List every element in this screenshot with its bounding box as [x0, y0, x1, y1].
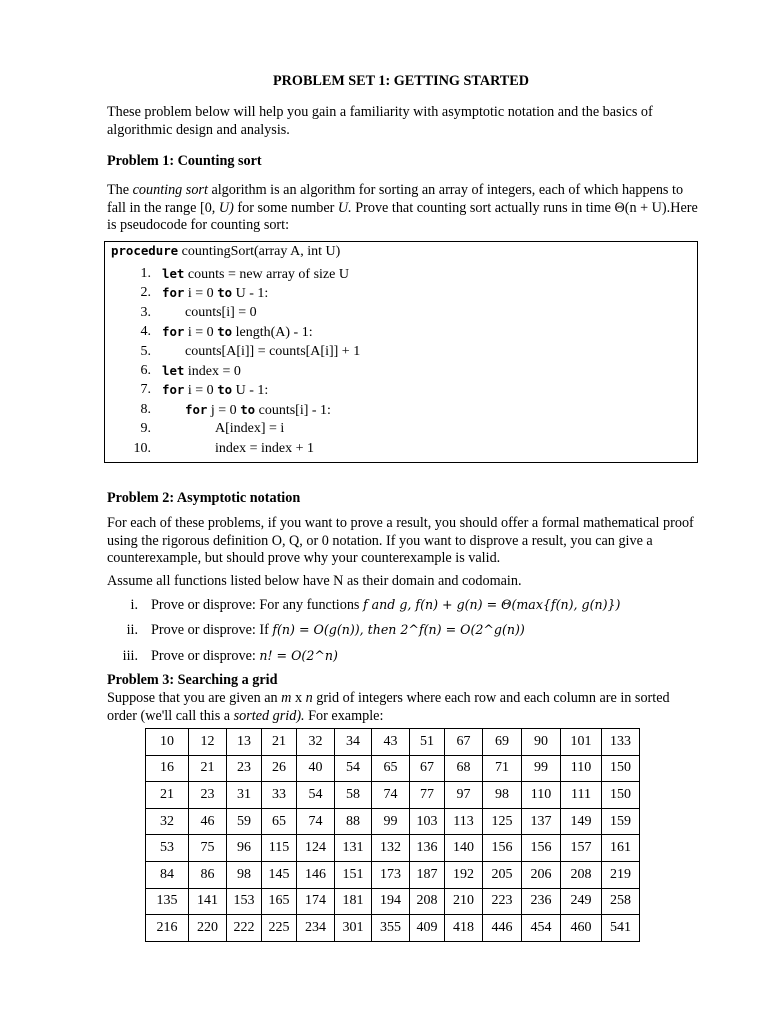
code-text: index = index + 1 [215, 440, 314, 456]
list-item-math: n! = O(2^n) [259, 648, 338, 663]
table-cell: 151 [335, 861, 372, 888]
table-cell: 454 [522, 915, 561, 942]
table-cell: 99 [522, 755, 561, 782]
code-line-number: 8. [140, 401, 151, 417]
problem2-paragraph: For each of these problems, if you want to prove a result, you should offer a formal mathematical proof using the rigorous definition O, Q, or 0 notation. If you want to disprove a result, you can give a counterexample, but should prove why your counterexample is valid. [107, 515, 694, 567]
p1-text-rest1: algorithm is an algorithm for sorting an array of integers, each of which happens to fall in the range [0, [107, 182, 684, 216]
table-cell: 46 [189, 808, 227, 835]
table-cell: 136 [410, 835, 445, 862]
table-cell: 103 [410, 808, 445, 835]
code-line-number: 10. [133, 440, 151, 456]
p3-text-a: Suppose that you are given an [107, 690, 282, 706]
code-line [215, 441, 314, 457]
table-cell: 124 [297, 835, 335, 862]
code-header-rest: countingSort(array A, int U) [178, 244, 341, 259]
code-line-number: 1. [140, 266, 151, 281]
table-cell: 131 [335, 835, 372, 862]
table-cell: 88 [335, 808, 372, 835]
table-cell: 460 [561, 915, 602, 942]
p3-text-n: n [305, 690, 313, 706]
code-text: A[index] = i [215, 421, 285, 437]
table-cell: 219 [602, 861, 640, 888]
code-line-number: 9. [140, 421, 151, 437]
table-cell: 150 [602, 755, 640, 782]
table-cell: 86 [189, 861, 227, 888]
p3-text-italic: sorted grid). [233, 707, 305, 724]
table-cell: 208 [410, 888, 445, 915]
code-line [162, 285, 268, 302]
list-item-text: Prove or disprove: [151, 648, 260, 664]
list-item [151, 597, 620, 614]
table-cell: 159 [602, 808, 640, 835]
list-item [151, 648, 338, 665]
table-cell: 187 [410, 861, 445, 888]
list-item-text: Prove or disprove: If [151, 622, 273, 638]
code-text: index = 0 [184, 364, 241, 379]
code-line [162, 324, 313, 341]
p3-text-b: x [291, 690, 306, 706]
table-cell: 174 [297, 888, 335, 915]
code-line [185, 305, 257, 321]
table-cell: 68 [445, 755, 483, 782]
table-cell: 59 [227, 808, 262, 835]
code-line [162, 266, 349, 283]
code-text: i = 0 [184, 325, 218, 341]
table-cell: 32 [297, 729, 335, 756]
code-header-keyword: procedure [111, 243, 179, 258]
table-cell: 65 [262, 808, 297, 835]
code-line [185, 344, 360, 360]
table-cell: 161 [602, 835, 640, 862]
code-line-number: 3. [140, 304, 151, 320]
pseudocode-box [104, 241, 698, 463]
code-text: j = 0 [207, 402, 241, 418]
p1-text-U1: U) [218, 199, 234, 216]
table-cell: 156 [483, 835, 522, 862]
p1-text-rest3: Prove that counting sort actually runs in time Θ(n + U).Here is pseudocode for counting sort: [107, 199, 698, 234]
table-cell: 234 [297, 915, 335, 942]
table-cell: 67 [445, 729, 483, 756]
table-cell: 206 [522, 861, 561, 888]
p1-text-rest2: for some number [233, 199, 338, 216]
table-cell: 135 [146, 888, 189, 915]
table-row [146, 755, 640, 782]
table-cell: 165 [262, 888, 297, 915]
table-cell: 13 [227, 729, 262, 756]
table-row [146, 915, 640, 942]
code-keyword: let [162, 363, 185, 378]
table-cell: 181 [335, 888, 372, 915]
code-line-number: 5. [140, 343, 151, 359]
code-text: i = 0 [184, 383, 218, 399]
table-cell: 51 [410, 729, 445, 756]
code-text: counts = new array of size U [184, 267, 349, 282]
p1-text-U2: U. [337, 199, 352, 216]
table-cell: 355 [372, 915, 410, 942]
table-cell: 111 [561, 782, 602, 809]
table-cell: 157 [561, 835, 602, 862]
table-cell: 194 [372, 888, 410, 915]
table-cell: 21 [262, 729, 297, 756]
code-header [111, 243, 340, 260]
code-text: i = 0 [184, 286, 218, 302]
code-keyword: to [217, 285, 233, 301]
table-cell: 223 [483, 888, 522, 915]
table-cell: 205 [483, 861, 522, 888]
code-keyword: for [162, 285, 185, 301]
table-cell: 216 [146, 915, 189, 942]
p3-text-c: grid of integers where each row and each column are in sorted order (we'll call this a [107, 690, 670, 724]
table-cell: 409 [410, 915, 445, 942]
code-text: U - 1: [232, 383, 269, 399]
code-line [185, 402, 331, 419]
table-cell: 222 [227, 915, 262, 942]
intro-paragraph: These problem below will help you gain a familiarity with asymptotic notation and the basics of algorithmic design and analysis. [107, 104, 653, 138]
table-cell: 210 [445, 888, 483, 915]
table-cell: 67 [410, 755, 445, 782]
table-cell: 149 [561, 808, 602, 835]
code-keyword: for [185, 401, 208, 417]
p3-text-m: m [281, 690, 292, 706]
list-item-number: iii. [122, 648, 138, 664]
table-cell: 21 [189, 755, 227, 782]
table-cell: 133 [602, 729, 640, 756]
code-text: counts[A[i]] = counts[A[i]] + 1 [185, 343, 361, 359]
code-keyword: to [240, 401, 256, 417]
table-cell: 53 [146, 835, 189, 862]
table-cell: 23 [189, 782, 227, 809]
table-cell: 301 [335, 915, 372, 942]
table-row [146, 888, 640, 915]
table-cell: 54 [297, 782, 335, 809]
code-text: counts[i] - 1: [255, 402, 331, 418]
table-cell: 220 [189, 915, 227, 942]
problem1-heading: Problem 1: Counting sort [107, 153, 262, 169]
p1-text-the: The [107, 182, 130, 198]
table-cell: 32 [146, 808, 189, 835]
table-cell: 418 [445, 915, 483, 942]
code-text: U - 1: [232, 286, 269, 302]
table-cell: 132 [372, 835, 410, 862]
table-cell: 97 [445, 782, 483, 809]
table-cell: 125 [483, 808, 522, 835]
code-line-number: 7. [140, 382, 151, 398]
table-cell: 225 [262, 915, 297, 942]
code-text: length(A) - 1: [232, 325, 313, 341]
table-cell: 258 [602, 888, 640, 915]
table-cell: 141 [189, 888, 227, 915]
table-row [146, 861, 640, 888]
table-cell: 146 [297, 861, 335, 888]
table-cell: 113 [445, 808, 483, 835]
code-keyword: for [162, 324, 185, 340]
code-line-number: 6. [140, 363, 151, 378]
code-keyword: to [217, 324, 233, 340]
table-cell: 145 [262, 861, 297, 888]
table-cell: 54 [335, 755, 372, 782]
table-cell: 65 [372, 755, 410, 782]
table-cell: 33 [262, 782, 297, 809]
table-cell: 23 [227, 755, 262, 782]
table-row [146, 835, 640, 862]
table-cell: 446 [483, 915, 522, 942]
table-cell: 192 [445, 861, 483, 888]
problem3-heading: Problem 3: Searching a grid [107, 672, 278, 688]
page-title: PROBLEM SET 1: GETTING STARTED [273, 73, 529, 89]
table-cell: 98 [227, 861, 262, 888]
table-cell: 84 [146, 861, 189, 888]
p3-text-d: For example: [304, 707, 384, 724]
table-cell: 249 [561, 888, 602, 915]
table-row [146, 782, 640, 809]
table-cell: 110 [561, 755, 602, 782]
list-item-text: Prove or disprove: For any functions [151, 597, 363, 613]
table-cell: 31 [227, 782, 262, 809]
code-keyword: let [162, 266, 185, 281]
table-cell: 99 [372, 808, 410, 835]
list-item-math: f and g, f(n) + g(n) = Θ(max{f(n), g(n)}) [363, 597, 621, 612]
table-cell: 77 [410, 782, 445, 809]
p1-text-italic: counting sort [132, 182, 208, 198]
table-cell: 43 [372, 729, 410, 756]
table-cell: 541 [602, 915, 640, 942]
code-keyword: to [217, 382, 233, 398]
table-cell: 208 [561, 861, 602, 888]
table-cell: 90 [522, 729, 561, 756]
code-line-number: 4. [140, 324, 151, 340]
table-cell: 16 [146, 755, 189, 782]
table-cell: 98 [483, 782, 522, 809]
table-cell: 21 [146, 782, 189, 809]
table-cell: 101 [561, 729, 602, 756]
table-cell: 115 [262, 835, 297, 862]
list-item-number: i. [130, 597, 138, 613]
problem2-heading: Problem 2: Asymptotic notation [107, 490, 301, 506]
table-row [146, 729, 640, 756]
problem3-paragraph [107, 690, 699, 725]
table-cell: 74 [297, 808, 335, 835]
problem1-paragraph [107, 182, 699, 235]
table-cell: 71 [483, 755, 522, 782]
table-cell: 137 [522, 808, 561, 835]
table-cell: 140 [445, 835, 483, 862]
problem2-assumption: Assume all functions listed below have N as their domain and codomain. [107, 573, 522, 589]
table-cell: 10 [146, 729, 189, 756]
sorted-grid-table [145, 728, 640, 942]
code-line [162, 363, 241, 380]
table-cell: 96 [227, 835, 262, 862]
table-cell: 75 [189, 835, 227, 862]
table-cell: 26 [262, 755, 297, 782]
table-row [146, 808, 640, 835]
table-cell: 173 [372, 861, 410, 888]
code-line [162, 382, 268, 399]
table-cell: 150 [602, 782, 640, 809]
list-item-number: ii. [126, 622, 138, 638]
code-text: counts[i] = 0 [185, 304, 257, 320]
list-item [151, 622, 525, 639]
code-keyword: for [162, 382, 185, 398]
table-cell: 34 [335, 729, 372, 756]
table-cell: 110 [522, 782, 561, 809]
table-cell: 74 [372, 782, 410, 809]
code-line-number: 2. [140, 285, 151, 301]
code-line [215, 421, 284, 437]
table-cell: 12 [189, 729, 227, 756]
list-item-math: f(n) = O(g(n)), then 2^f(n) = O(2^g(n)) [272, 622, 525, 637]
table-cell: 40 [297, 755, 335, 782]
table-cell: 156 [522, 835, 561, 862]
table-cell: 58 [335, 782, 372, 809]
table-cell: 153 [227, 888, 262, 915]
table-cell: 69 [483, 729, 522, 756]
table-cell: 236 [522, 888, 561, 915]
